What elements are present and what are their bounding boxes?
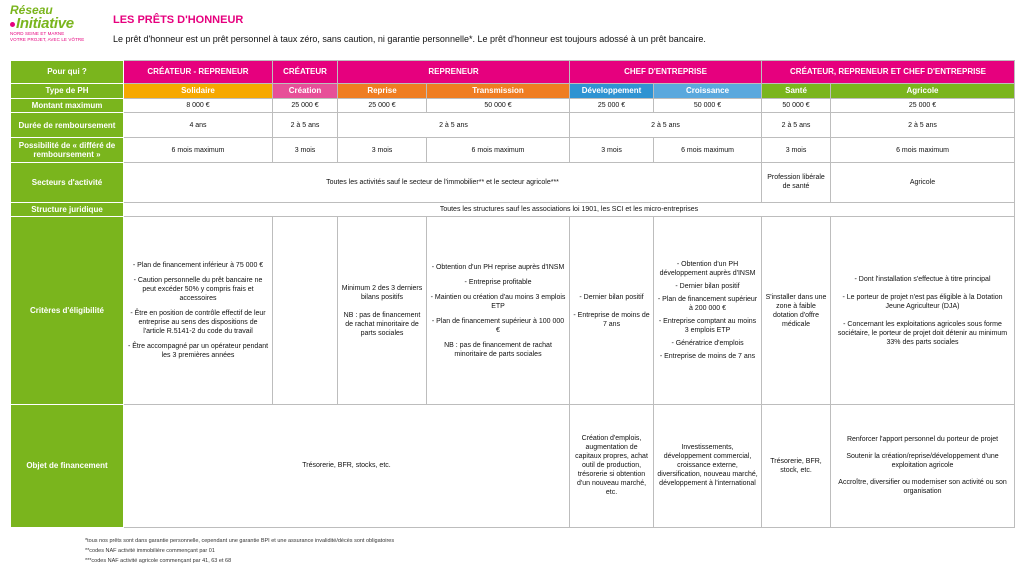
critere-item: - Être accompagné par un opérateur pendant les 3 premières années: [127, 343, 269, 360]
montant-transmission: 50 000 €: [427, 98, 570, 113]
montant-creation: 25 000 €: [273, 98, 338, 113]
type-croissance: Croissance: [654, 83, 762, 98]
critere-item: - Dont l'installation s'effectue à titre principal: [854, 275, 991, 283]
label-type: Type de PH: [11, 83, 124, 98]
type-solidaire: Solidaire: [124, 83, 273, 98]
audience-chef-entreprise: CHEF D'ENTREPRISE: [570, 61, 762, 84]
criteres-solidaire: [124, 217, 273, 405]
audience-createur-repreneur: CRÉATEUR - REPRENEUR: [124, 61, 273, 84]
type-creation: Création: [273, 83, 338, 98]
critere-item: - Dernier bilan positif: [675, 283, 740, 291]
duree-sante: 2 à 5 ans: [762, 113, 831, 138]
critere-item: Minimum 2 des 3 derniers bilans positifs: [341, 284, 423, 301]
critere-item: - Dernier bilan positif: [579, 293, 644, 301]
row-duree: [11, 113, 1015, 138]
differe-sante: 3 mois: [762, 138, 831, 163]
label-differe: Possibilité de « différé de remboursement »: [11, 138, 124, 163]
critere-item: - Le porteur de projet n'est pas éligible à la Dotation Jeune Agriculteur (DJA): [842, 293, 1003, 310]
critere-item: - Obtention d'un PH développement auprès d'INSM: [659, 261, 756, 278]
critere-item: NB : pas de financement de rachat minoritaire de parts sociales: [444, 341, 552, 358]
differe-croissance: 6 mois maximum: [654, 138, 762, 163]
objet-sante: Trésorerie, BFR, stock, etc.: [762, 404, 831, 527]
differe-transmission: 6 mois maximum: [427, 138, 570, 163]
criteres-reprise: [338, 217, 427, 405]
differe-solidaire: 6 mois maximum: [124, 138, 273, 163]
logo-line-2: [10, 16, 96, 31]
objet-agricole: [831, 404, 1015, 527]
criteres-sante: S'installer dans une zone à faible dotation d'offre médicale: [762, 217, 831, 405]
row-montant: [11, 98, 1015, 113]
type-reprise: Reprise: [338, 83, 427, 98]
logo-dot-icon: [10, 22, 15, 27]
critere-item: - Caution personnelle du prêt bancaire ne peut excéder 50% y compris frais et accessoires: [133, 277, 263, 303]
secteurs-general: Toutes les activités sauf le secteur de l'immobilier** et le secteur agricole***: [124, 163, 762, 203]
label-criteres: Critères d'éligibilité: [11, 217, 124, 405]
duree-repreneur: 2 à 5 ans: [338, 113, 570, 138]
duree-solidaire: 4 ans: [124, 113, 273, 138]
row-structure: [11, 202, 1015, 217]
logo-line-1: Réseau: [10, 3, 53, 17]
type-sante: Santé: [762, 83, 831, 98]
critere-item: - Être en position de contrôle effectif de leur entreprise au sens des dispositions de l'article R.5141-2 du code du travail: [130, 310, 266, 336]
critere-item: - Maintien ou création d'au moins 3 emplois ETP: [430, 293, 566, 310]
intro-text: Le prêt d'honneur est un prêt personnel à taux zéro, sans caution, ni garantie personnelle*. Le prêt d'honneur est toujours adossé à un prêt bancaire.: [113, 34, 706, 44]
montant-sante: 50 000 €: [762, 98, 831, 113]
objet-general: Trésorerie, BFR, stocks, etc.: [124, 404, 570, 527]
montant-solidaire: 8 000 €: [124, 98, 273, 113]
type-transmission: Transmission: [427, 83, 570, 98]
criteres-agricole: [831, 217, 1015, 405]
logo-line-3: NORD SEINE ET MARNE: [10, 31, 65, 36]
footnote-1: *tous nos prêts sont dans garantie personnelle, cependant une garantie BPI et une assurance invalidité/décès sont obligatoires: [85, 538, 395, 544]
structure-value: Toutes les structures sauf les associations loi 1901, les SCI et les micro-entreprises: [124, 202, 1015, 217]
secteurs-sante: Profession libérale de santé: [762, 163, 831, 203]
objet-developpement: Création d'emplois, augmentation de capitaux propres, achat outil de production, trésorerie si obtention d'un nouveau marché, etc.: [570, 404, 654, 527]
label-pour-qui: Pour qui ?: [11, 61, 124, 84]
audience-repreneur: REPRENEUR: [338, 61, 570, 84]
differe-developpement: 3 mois: [570, 138, 654, 163]
loans-table: [10, 60, 1015, 528]
type-developpement: Développement: [570, 83, 654, 98]
critere-item: - Entreprise profitable: [464, 278, 532, 286]
differe-reprise: 3 mois: [338, 138, 427, 163]
row-secteurs: [11, 163, 1015, 203]
objet-item: Accroître, diversifier ou moderniser son activité ou son organisation: [838, 479, 1007, 496]
duree-chef-entreprise: 2 à 5 ans: [570, 113, 762, 138]
duree-creation: 2 à 5 ans: [273, 113, 338, 138]
critere-item: NB : pas de financement de rachat minoritaire de parts sociales: [343, 311, 421, 337]
row-objet: [11, 404, 1015, 527]
criteres-croissance: [654, 217, 762, 405]
footnote-3: ***codes NAF activité agricole commençant par 41, 63 et 68: [85, 558, 232, 564]
critere-item: - Plan de financement inférieur à 75 000 €: [132, 262, 264, 270]
row-type: [11, 83, 1015, 98]
label-montant: Montant maximum: [11, 98, 124, 113]
criteres-developpement: [570, 217, 654, 405]
montant-croissance: 50 000 €: [654, 98, 762, 113]
row-criteres: [11, 217, 1015, 405]
logo-tagline: VOTRE PROJET, AVEC LE VÔTRE: [10, 37, 85, 42]
critere-item: - Entreprise de moins de 7 ans: [659, 353, 756, 361]
secteurs-agricole: Agricole: [831, 163, 1015, 203]
page-title: LES PRÊTS D'HONNEUR: [113, 14, 244, 26]
criteres-transmission: [427, 217, 570, 405]
objet-item: Renforcer l'apport personnel du porteur de projet: [846, 436, 999, 444]
critere-item: - Concernant les exploitations agricoles sous forme sociétaire, le porteur de projet doit détenir au minimum 33% des parts sociales: [837, 320, 1008, 346]
logo-brand: Initiative: [16, 15, 74, 32]
critere-item: - Obtention d'un PH reprise auprès d'INSM: [431, 263, 565, 271]
audience-createur: CRÉATEUR: [273, 61, 338, 84]
label-duree: Durée de remboursement: [11, 113, 124, 138]
row-pour-qui: [11, 61, 1015, 84]
row-differe: [11, 138, 1015, 163]
differe-creation: 3 mois: [273, 138, 338, 163]
montant-agricole: 25 000 €: [831, 98, 1015, 113]
critere-item: - Entreprise de moins de 7 ans: [573, 311, 650, 328]
criteres-creation: [273, 217, 338, 405]
critere-item: - Entreprise comptant au moins 3 emplois ETP: [658, 318, 757, 335]
differe-agricole: 6 mois maximum: [831, 138, 1015, 163]
critere-item: - Génératrice d'emplois: [671, 340, 744, 348]
logo: [10, 4, 96, 52]
type-agricole: Agricole: [831, 83, 1015, 98]
objet-item: Soutenir la création/reprise/développement d'une exploitation agricole: [846, 453, 999, 470]
montant-developpement: 25 000 €: [570, 98, 654, 113]
montant-reprise: 25 000 €: [338, 98, 427, 113]
label-objet: Objet de financement: [11, 404, 124, 527]
footnote-2: **codes NAF activité immobilière commençant par 01: [85, 548, 215, 554]
critere-item: - Plan de financement supérieur à 100 000 €: [431, 317, 565, 334]
audience-all: CRÉATEUR, REPRENEUR ET CHEF D'ENTREPRISE: [762, 61, 1015, 84]
critere-item: - Plan de financement supérieur à 200 000 €: [657, 296, 758, 313]
objet-croissance: Investissements, développement commercial, croissance externe, diversification, nouveau marché, développement à l'international: [654, 404, 762, 527]
label-secteurs: Secteurs d'activité: [11, 163, 124, 203]
label-structure: Structure juridique: [11, 202, 124, 217]
duree-agricole: 2 à 5 ans: [831, 113, 1015, 138]
